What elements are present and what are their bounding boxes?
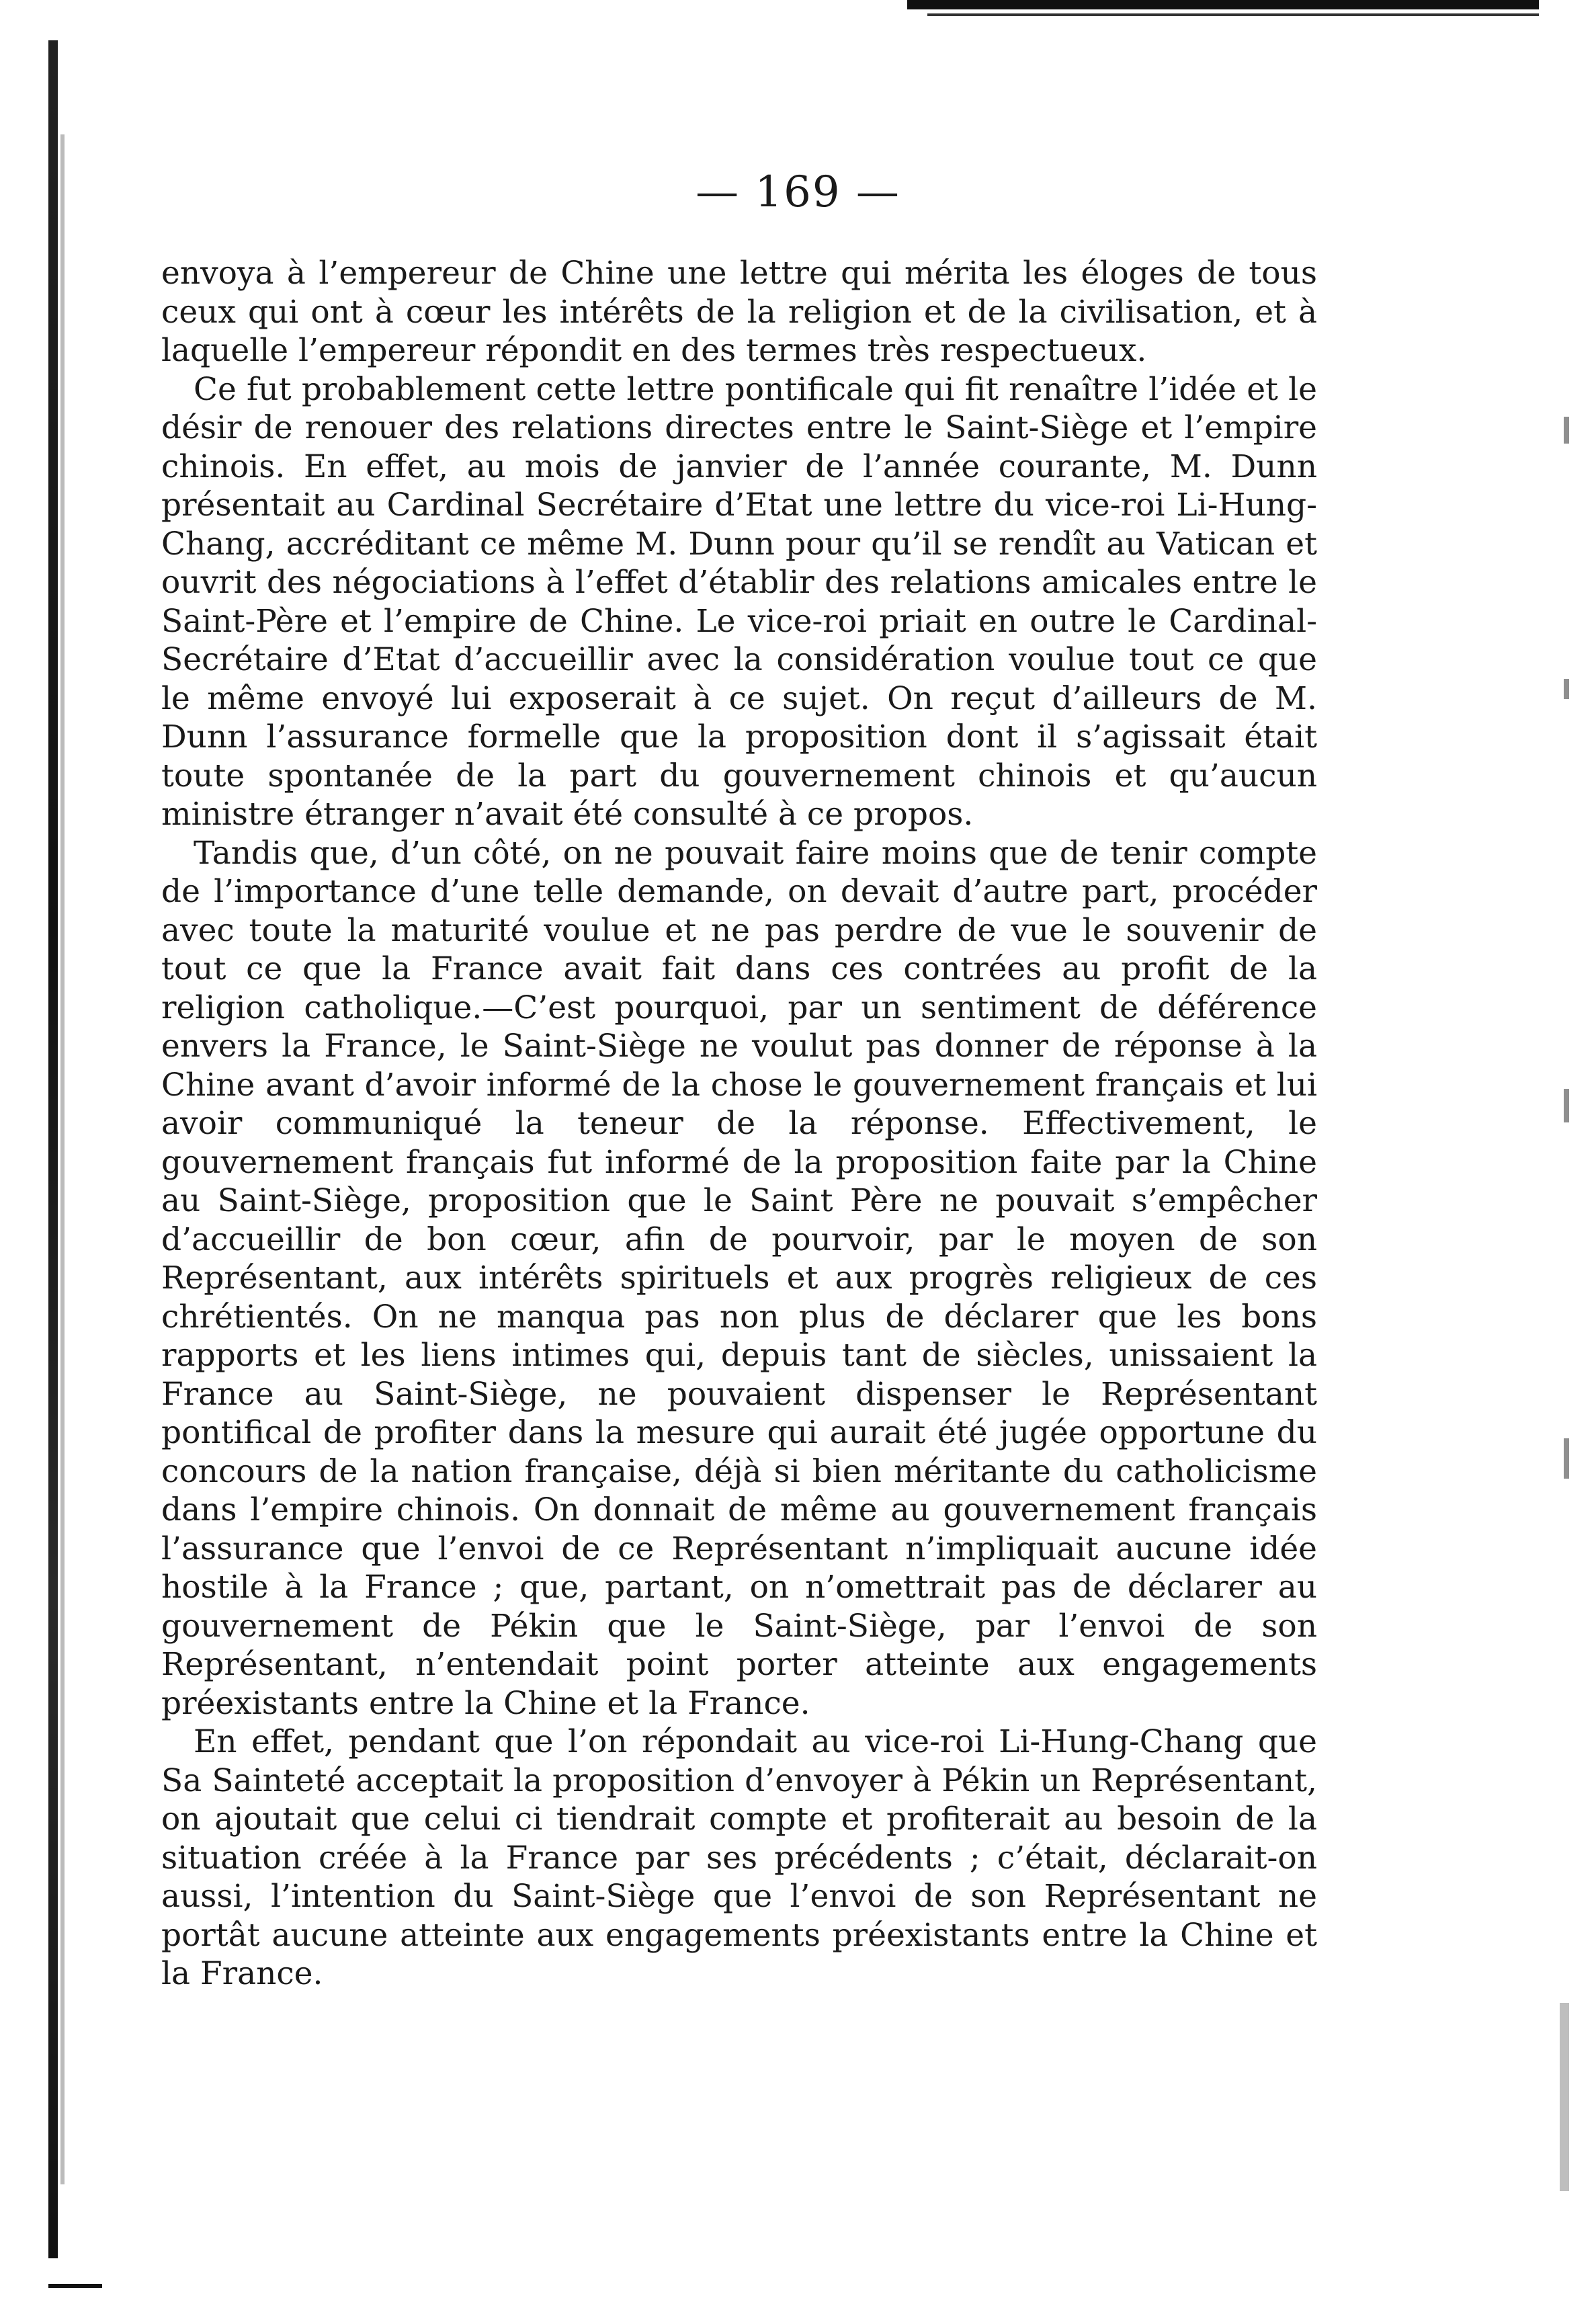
page-number: — 169 — <box>696 167 900 217</box>
scan-edge-bottom <box>48 2284 102 2288</box>
body-text <box>161 254 1317 1993</box>
scan-edge-top <box>907 0 1539 9</box>
paragraph: Tandis que, d’un côté, on ne pouvait faire moins que de tenir compte de l’importance d’une telle demande, on devait d’autre part, procéder avec toute la maturité voulue et ne pas perdre de vue le souvenir de tout ce que la France avait fait dans ces contrées au profit de la religion catholique.—C’est pourquoi, par un sentiment de déférence envers la France, le Saint-Siège ne voulut pas donner de réponse à la Chine avant d’avoir informé de la chose le gouvernement français et lui avoir communiqué la teneur de la réponse. Effectivement, le gouvernement français fut informé de la proposition faite par la Chine au Saint-Siège, proposition que le Saint Père ne pouvait s’empêcher d’accueillir de bon cœur, afin de pourvoir, par le moyen de son Représentant, aux intérêts spirituels et aux progrès religieux de ces chrétientés. On ne manqua pas non plus de déclarer que les bons rapports et les liens intimes qui, depuis tant de siècles, unissaient la France au Saint-Siège, ne pouvaient dispenser le Représentant pontifical de profiter dans la mesure qui aurait été jugée opportune du concours de la nation française, déjà si bien méritante du catholicisme dans l’empire chinois. On donnait de même au gouvernement français l’assurance que l’envoi de ce Représentant n’impliquait aucune idée hostile à la France ; que, partant, on n’omettrait pas de déclarer au gouvernement de Pékin que le Saint-Siège, par l’envoi de son Représentant, n’entendait point porter atteinte aux engagements préexistants entre la Chine et la France. <box>161 834 1317 1722</box>
scan-edge-top-thin <box>927 13 1539 16</box>
scan-speck <box>1564 1438 1569 1479</box>
paragraph: envoya à l’empereur de Chine une lettre qui mérita les éloges de tous ceux qui ont à cœur les intérêts de la religion et de la civilisation, et à laquelle l’empereur répondit en des termes très respectueux. <box>161 255 1317 369</box>
scan-speck <box>1564 679 1569 699</box>
scan-edge-left <box>48 40 58 2258</box>
scan-speck <box>1564 417 1569 444</box>
scan-edge-left-shadow <box>60 134 65 2184</box>
scan-speck <box>1560 2003 1569 2191</box>
scan-speck <box>1564 1089 1569 1122</box>
paragraph: Ce fut probablement cette lettre pontificale qui fit renaître l’idée et le désir de renouer des relations directes entre le Saint-Siège et l’empire chinois. En effet, au mois de janvier de l’année courante, M. Dunn présentait au Cardinal Secrétaire d’Etat une lettre du vice-roi Li-Hung-Chang, accréditant ce même M. Dunn pour qu’il se rendît au Vatican et ouvrit des négociations à l’effet d’établir des relations amicales entre le Saint-Père et l’empire de Chine. Le vice-roi priait en outre le Cardinal-Secrétaire d’Etat d’accueillir avec la considération voulue tout ce que le même envoyé lui exposerait à ce sujet. On reçut d’ailleurs de M. Dunn l’assurance formelle que la proposition dont il s’agissait était toute spontanée de la part du gouvernement chinois et qu’aucun ministre étranger n’avait été consulté à ce propos. <box>161 370 1317 833</box>
paragraph: En effet, pendant que l’on répondait au vice-roi Li-Hung-Chang que Sa Sainteté acceptait la proposition d’envoyer à Pékin un Représentant, on ajoutait que celui ci tiendrait compte et profiterait au besoin de la situation créée à la France par ses précédents ; c’était, déclarait-on aussi, l’intention du Saint-Siège que l’envoi de son Représentant ne portât aucune atteinte aux engagements préexistants entre la Chine et la France. <box>161 1723 1317 1992</box>
